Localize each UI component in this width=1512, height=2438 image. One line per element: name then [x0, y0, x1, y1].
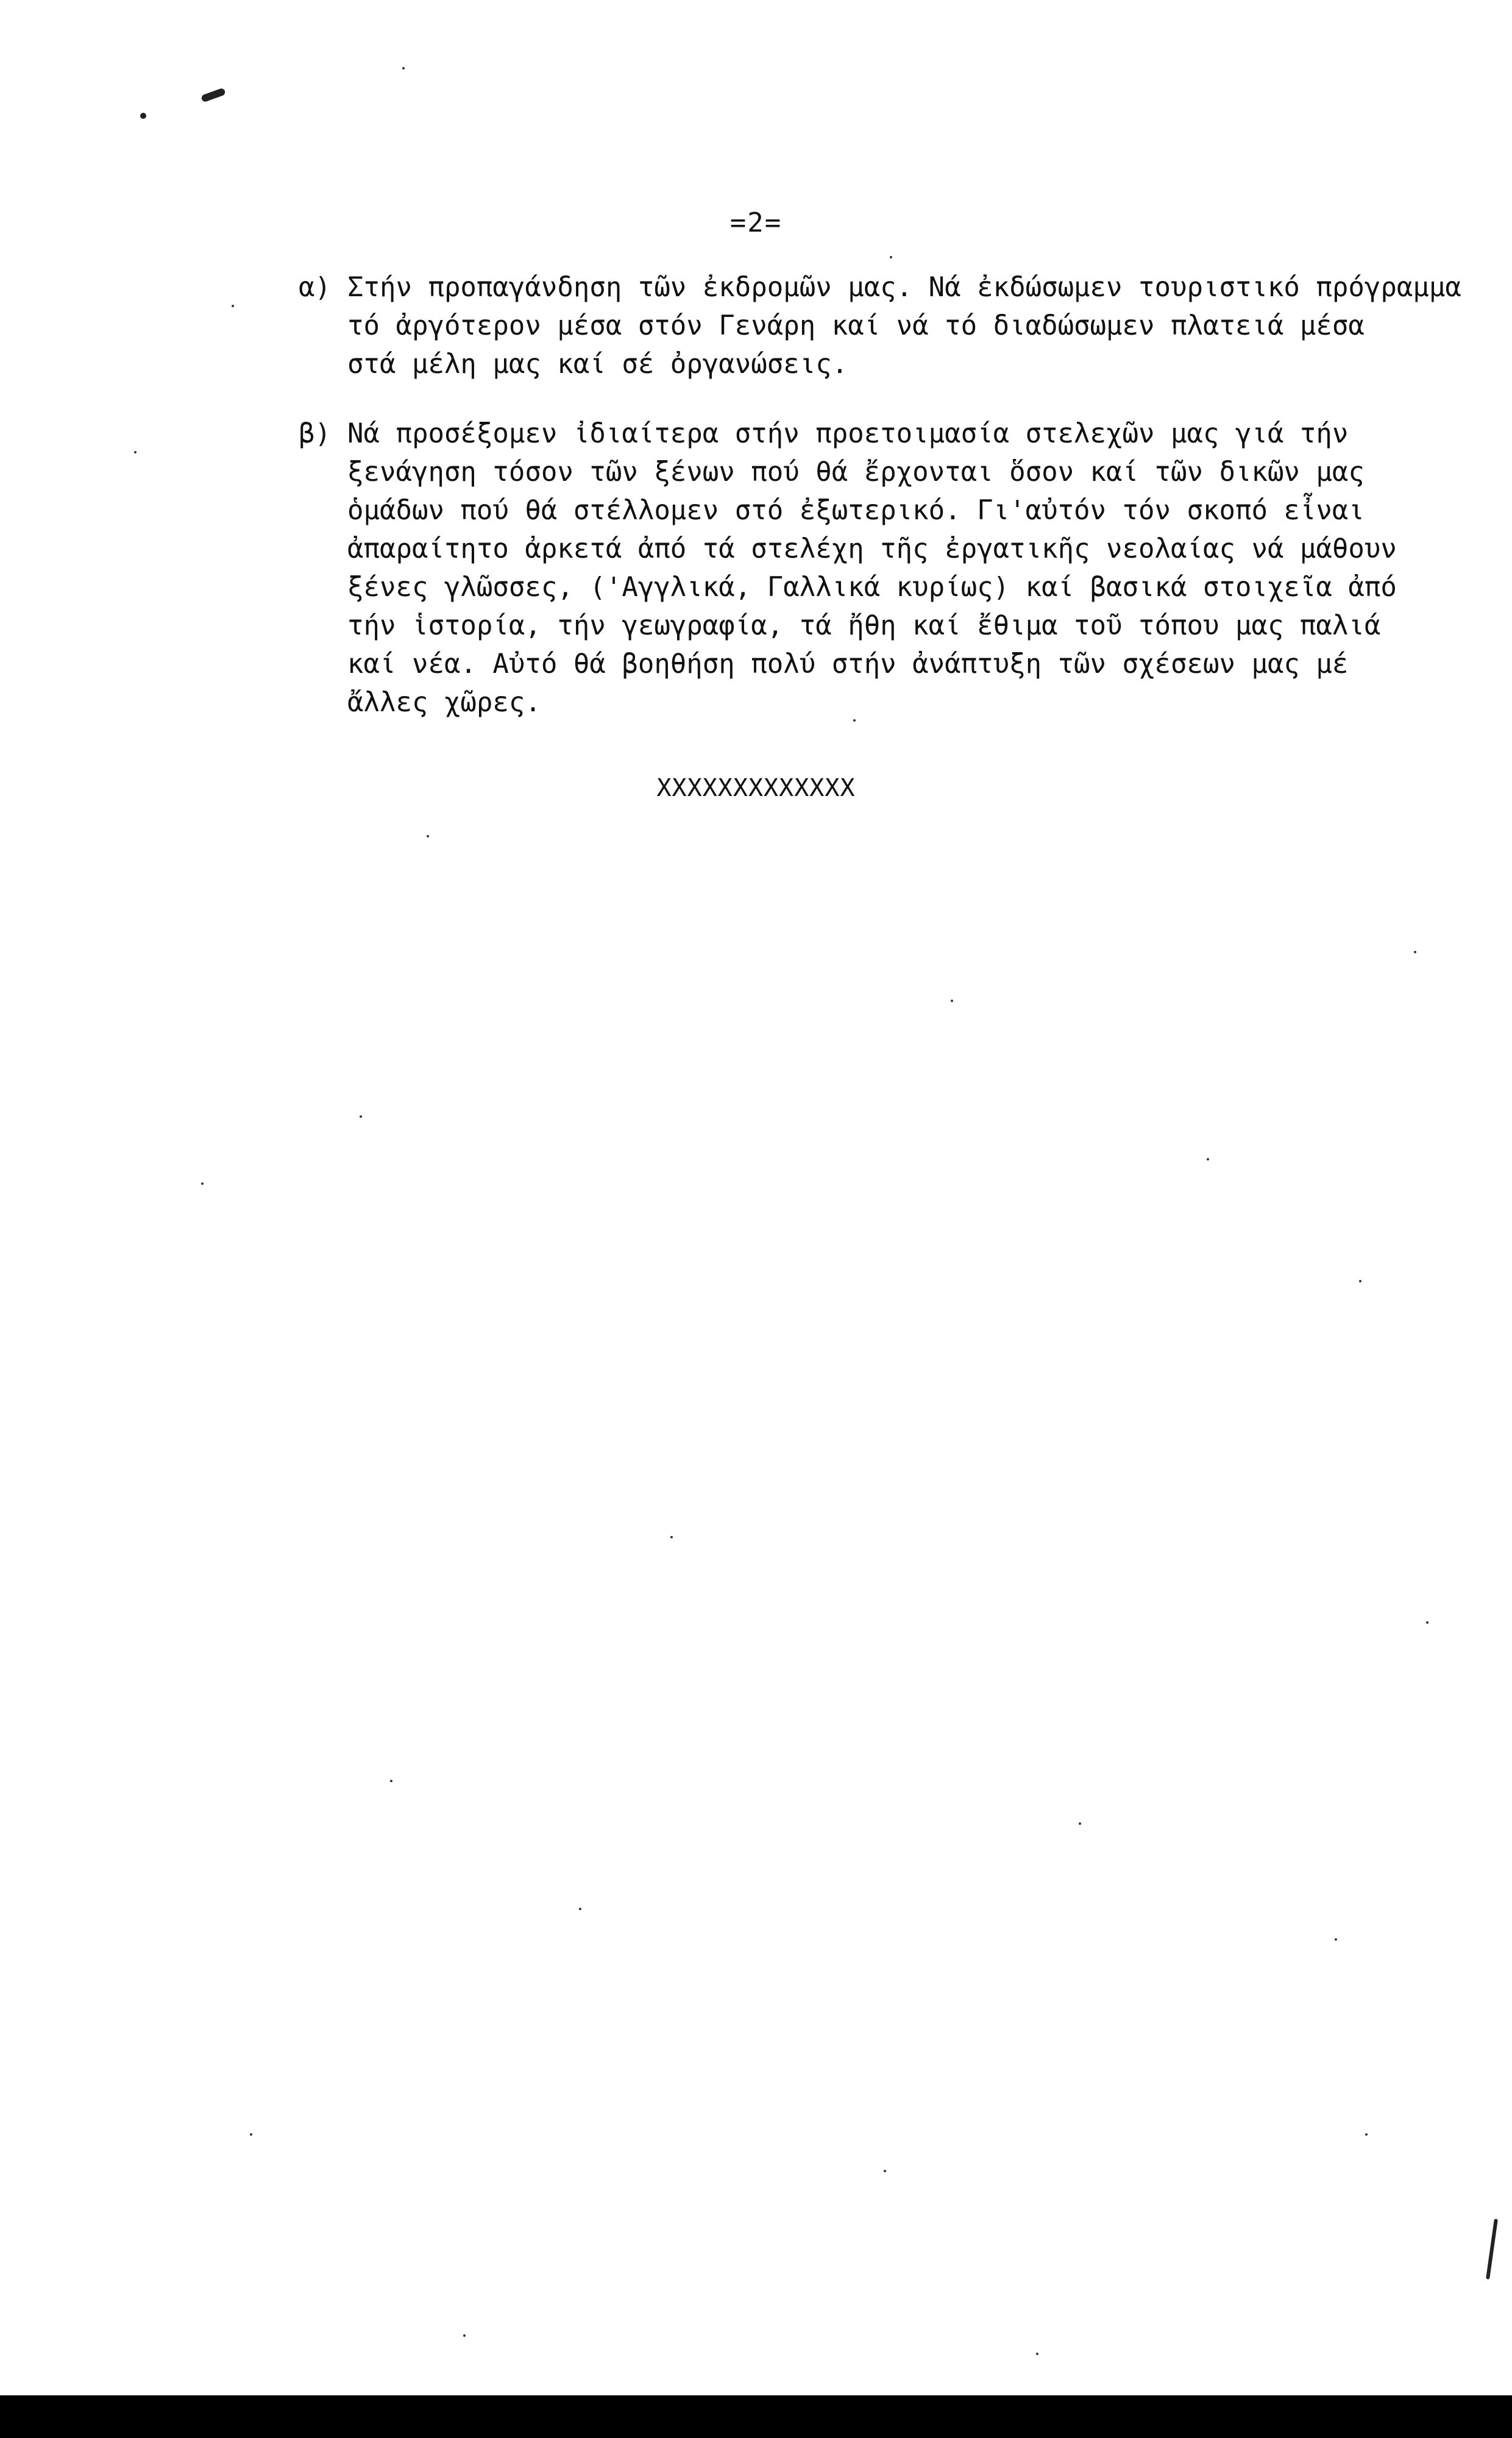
scan-speck [670, 1536, 673, 1538]
text-line: στά μέλη μας καί σέ ὀργανώσεις. [347, 349, 848, 380]
scan-speck [1426, 1621, 1429, 1624]
scan-speck [232, 305, 234, 307]
scan-speck [427, 835, 429, 837]
scan-speck [579, 1908, 581, 1910]
scan-speck [853, 719, 856, 722]
paragraph-text [347, 268, 1461, 383]
scan-speck [250, 2133, 252, 2136]
list-item-a [299, 268, 1461, 383]
scan-speck [1359, 1280, 1361, 1282]
scan-speck [360, 1115, 362, 1118]
scan-speck [134, 451, 137, 453]
scan-speck [1207, 1158, 1209, 1160]
scan-speck [1335, 1938, 1337, 1941]
text-line: Νά προσέξομεν ἰδιαίτερα στήν προετοιμασία στελεχῶν μας γιά τήν [347, 418, 1349, 449]
text-line: τό ἀργότερον μέσα στόν Γενάρη καί νά τό διαδώσωμεν πλατειά μέσα [347, 310, 1365, 341]
scan-speck [390, 1780, 392, 1782]
scan-speck [890, 256, 892, 258]
text-line: ἀπαραίτητο ἀρκετά ἀπό τά στελέχη τῆς ἐργατικῆς νεολαίας νά μάθουν [347, 533, 1397, 564]
scan-speck [463, 2334, 466, 2337]
page-number: =2= [729, 207, 783, 238]
scan-speck [884, 2170, 886, 2172]
text-line: ξενάγηση τόσον τῶν ξένων πού θά ἔρχονται ὅσον καί τῶν δικῶν μας [347, 457, 1365, 488]
scan-speck [1079, 1822, 1081, 1825]
text-line: ξένες γλῶσσες, ('Αγγλικά, Γαλλικά κυρίως) καί βασικά στοιχεῖα ἀπό [347, 572, 1397, 603]
scan-smudge [201, 88, 226, 103]
scan-speck [951, 1000, 953, 1002]
list-marker: α) [299, 272, 331, 303]
scan-smudge [1486, 2219, 1498, 2280]
scan-speck [201, 1182, 204, 1185]
paragraph-text [347, 414, 1444, 722]
text-line: τήν ἱστορία, τήν γεωγραφία, τά ἤθη καί ἔθιμα τοῦ τόπου μας παλιά [347, 610, 1381, 641]
text-line: καί νέα. Αὐτό θά βοηθήση πολύ στήν ἀνάπτυξη τῶν σχέσεων μας μέ [347, 649, 1349, 680]
section-separator: XXXXXXXXXXXXX [656, 774, 856, 802]
scan-smudge [140, 113, 146, 119]
text-line: ὁμάδων πού θά στέλλομεν στό ἐξωτερικό. Γι'αὐτόν τόν σκοπό εἶναι [347, 495, 1365, 526]
scan-speck [1365, 2133, 1368, 2136]
text-line: ἄλλες χῶρες. [347, 687, 541, 718]
text-line: Στήν προπαγάνδηση τῶν ἐκδρομῶν μας. Νά ἐκδώσωμεν τουριστικό πρόγραμμα [347, 272, 1461, 303]
scan-speck [402, 67, 405, 69]
scan-bottom-border [0, 2395, 1512, 2438]
list-item-b [299, 414, 1444, 722]
list-marker: β) [299, 418, 331, 449]
scan-speck [1414, 951, 1416, 953]
scan-speck [1036, 2353, 1038, 2355]
